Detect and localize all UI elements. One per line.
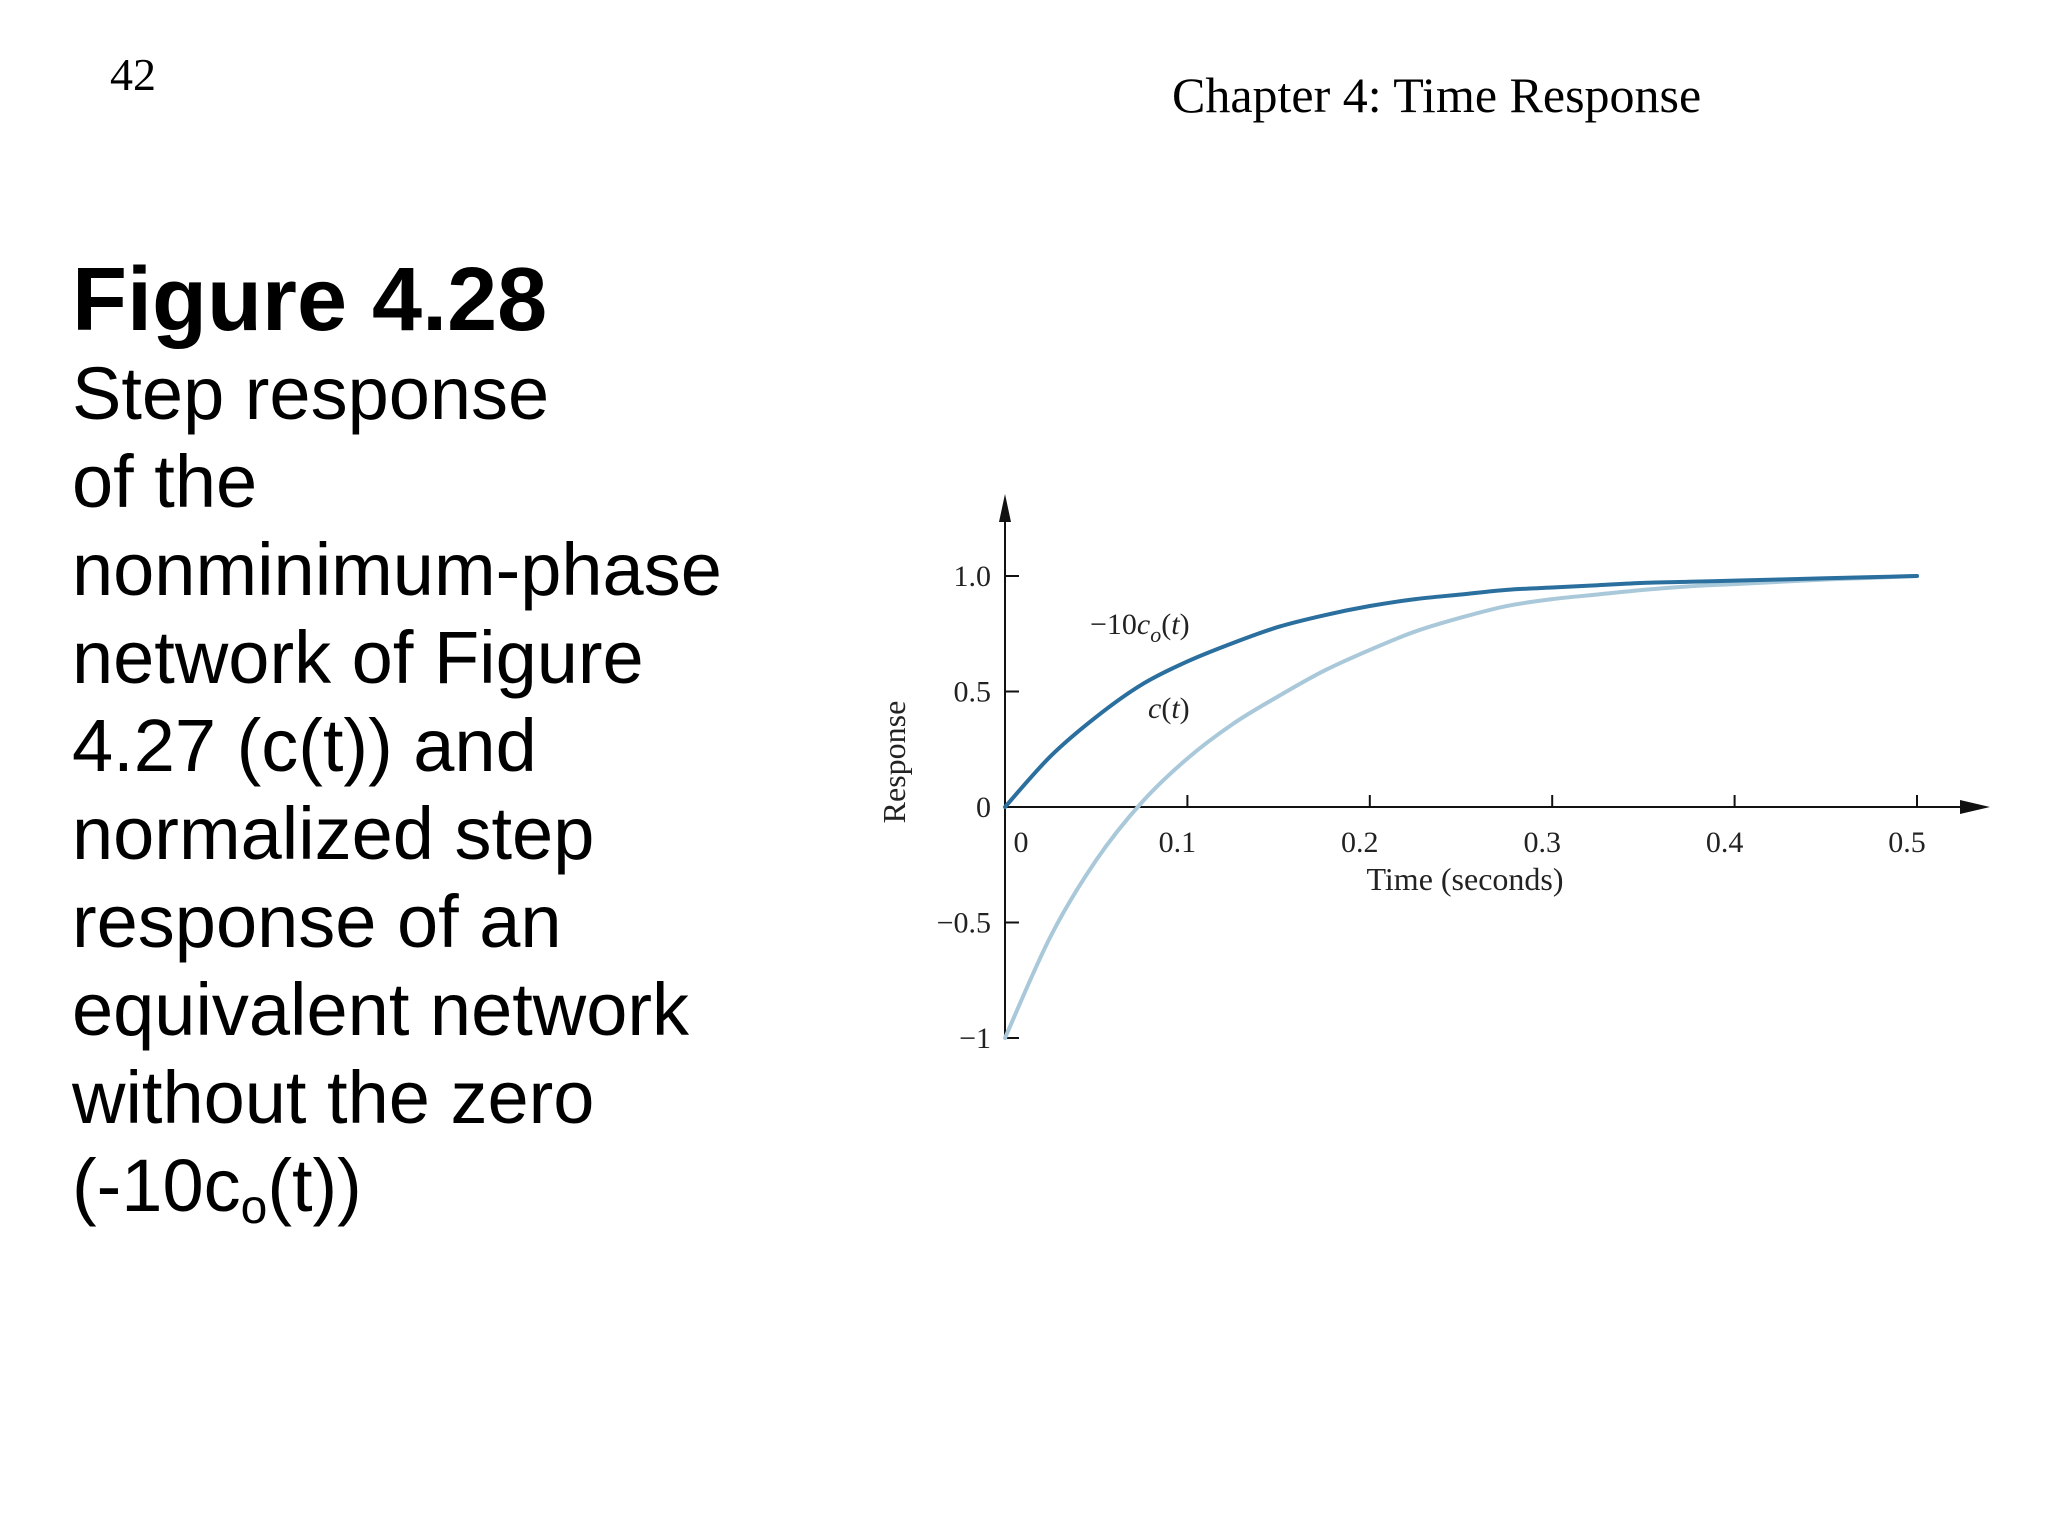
y-tick-label: −1 — [959, 1022, 991, 1055]
x-tick-label: 0.4 — [1705, 826, 1744, 859]
y-axis-arrow — [999, 494, 1011, 522]
x-tick-label: 0 — [1013, 826, 1029, 859]
x-tick-label: 0.2 — [1341, 826, 1379, 859]
x-axis-title: Time (seconds) — [1366, 861, 1564, 897]
caption-line: of the — [72, 440, 258, 523]
page-number: 42 — [110, 49, 156, 100]
series-label-c: c(t) — [1148, 692, 1190, 725]
caption-line: Step response — [72, 352, 550, 435]
caption-last-prefix: (-10c — [72, 1144, 241, 1227]
y-tick-label: −0.5 — [936, 906, 991, 940]
y-axis-title: Response — [876, 700, 912, 824]
x-tick-label: 0.3 — [1523, 826, 1561, 859]
y-tick-label: 0.5 — [953, 675, 991, 709]
caption-last-suffix: (t)) — [267, 1144, 362, 1227]
caption-line: without the zero — [72, 1056, 595, 1139]
caption-line: normalized step — [72, 792, 595, 875]
caption-line: nonminimum-phase — [72, 528, 722, 611]
y-tick-label: 1.0 — [953, 560, 991, 593]
caption-last-subscript: o — [240, 1181, 268, 1234]
figure-title: Figure 4.28 — [72, 250, 548, 350]
x-tick-label: 0.5 — [1888, 826, 1926, 859]
x-tick-label: 0.1 — [1158, 826, 1197, 859]
caption-line: equivalent network — [72, 968, 690, 1051]
y-tick-label: 0 — [976, 791, 991, 824]
caption-line: 4.27 (c(t)) and — [72, 704, 537, 787]
series-label-minus-10co: $-10c_o(t)$ — [1090, 608, 1190, 647]
caption-line: response of an — [72, 880, 562, 963]
caption-line: network of Figure — [72, 616, 644, 699]
chapter-title: Chapter 4: Time Response — [1172, 67, 1702, 123]
x-axis-arrow — [1960, 800, 1990, 814]
